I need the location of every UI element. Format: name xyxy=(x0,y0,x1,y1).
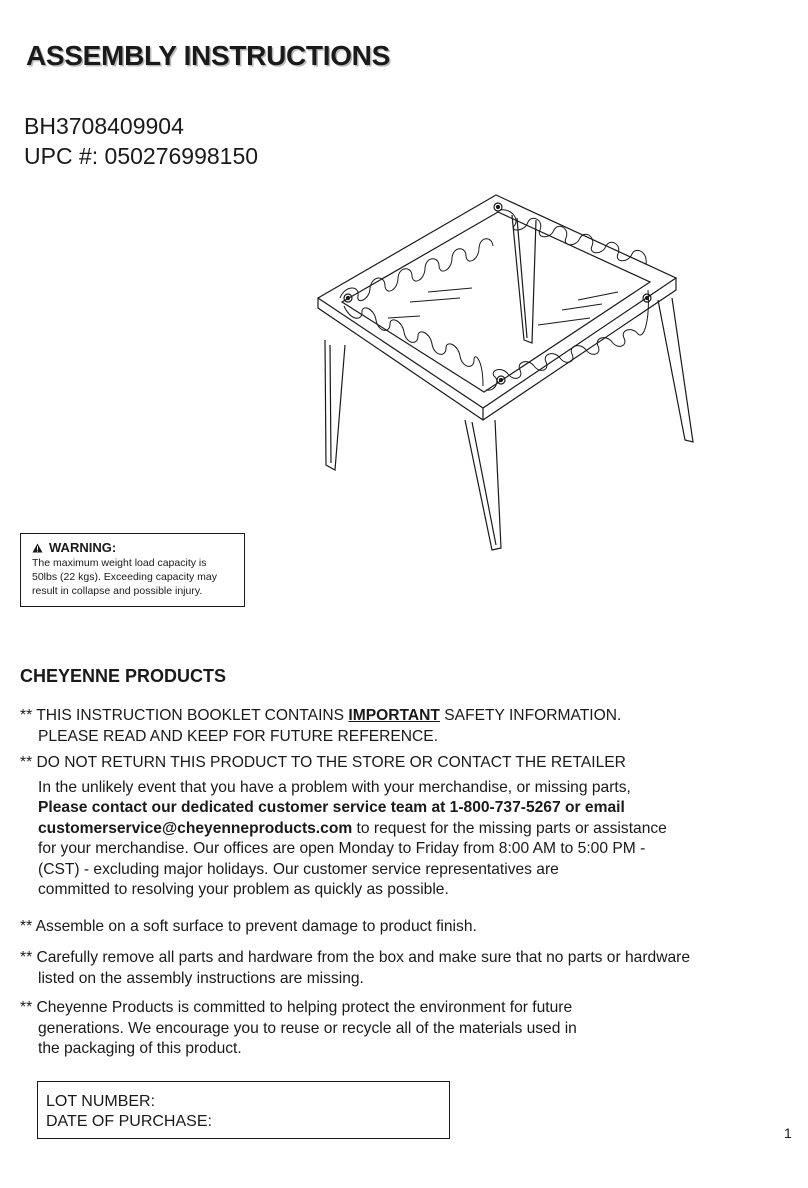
warning-box xyxy=(20,533,245,607)
model-number: BH3708409904 xyxy=(24,113,184,139)
bullet-marker: ** xyxy=(20,999,33,1016)
notice-environment xyxy=(20,998,577,1060)
warning-line: result in collapse and possible injury. xyxy=(32,585,203,597)
date-of-purchase-label: DATE OF PURCHASE: xyxy=(46,1113,212,1130)
notice-booklet xyxy=(20,706,621,747)
support-email[interactable]: customerservice@cheyenneproducts.com xyxy=(38,819,353,837)
page-title: ASSEMBLY INSTRUCTIONS xyxy=(26,40,390,71)
brand-heading: CHEYENNE PRODUCTS xyxy=(20,666,227,686)
page-number: 1 xyxy=(784,1125,792,1141)
notice-text: Assemble on a soft surface to prevent damage to product finish. xyxy=(35,918,477,935)
notice-soft-surface xyxy=(20,917,477,938)
notice-text: the packaging of this product. xyxy=(38,1040,242,1057)
notice-text: generations. We encourage you to reuse or recycle all of the materials used in xyxy=(38,1019,577,1037)
notice-text: listed on the assembly instructions are missing. xyxy=(38,969,364,987)
notice-heading: DO NOT RETURN THIS PRODUCT TO THE STORE OR CONTACT THE RETAILER xyxy=(36,754,626,771)
notice-do-not-return xyxy=(20,753,667,901)
notice-text: In the unlikely event that you have a problem with your merchandise, or missing parts, xyxy=(38,778,631,796)
bullet-marker: ** xyxy=(20,918,33,935)
notice-text: to request for the missing parts or assistance xyxy=(352,819,667,837)
notice-text: THIS INSTRUCTION BOOKLET CONTAINS xyxy=(36,707,349,724)
contact-info: Please contact our dedicated customer service team at 1-800-737-5267 or email xyxy=(38,799,625,816)
bullet-marker: ** xyxy=(20,754,33,771)
notice-text: for your merchandise. Our offices are open Monday to Friday from 8:00 AM to 5:00 PM - xyxy=(38,840,646,857)
upc-code: UPC #: 050276998150 xyxy=(24,143,259,169)
warning-line: The maximum weight load capacity is xyxy=(32,557,207,569)
notice-text: committed to resolving your problem as quickly as possible. xyxy=(38,881,449,898)
notice-remove-parts xyxy=(20,948,690,989)
notice-text: Cheyenne Products is committed to helping protect the environment for future xyxy=(36,999,573,1016)
notice-text: SAFETY INFORMATION. xyxy=(439,707,622,724)
bullet-marker: ** xyxy=(20,707,33,724)
warning-title: WARNING: xyxy=(49,540,117,555)
important-emphasis: IMPORTANT xyxy=(348,707,440,724)
lot-number-label: LOT NUMBER: xyxy=(46,1093,156,1110)
warning-heading xyxy=(32,540,234,555)
lot-info-box xyxy=(37,1081,450,1139)
notice-text: (CST) - excluding major holidays. Our customer service representatives are xyxy=(38,860,559,878)
notice-text: PLEASE READ AND KEEP FOR FUTURE REFERENCE. xyxy=(38,727,439,745)
notice-text: Carefully remove all parts and hardware from the box and make sure that no parts or hardware xyxy=(36,949,691,966)
bullet-marker: ** xyxy=(20,949,33,966)
warning-line: 50lbs (22 kgs). Exceeding capacity may xyxy=(32,571,218,583)
warning-text xyxy=(32,556,234,598)
warning-triangle-icon xyxy=(32,543,43,553)
glass-top-side-table-illustration xyxy=(300,190,700,565)
